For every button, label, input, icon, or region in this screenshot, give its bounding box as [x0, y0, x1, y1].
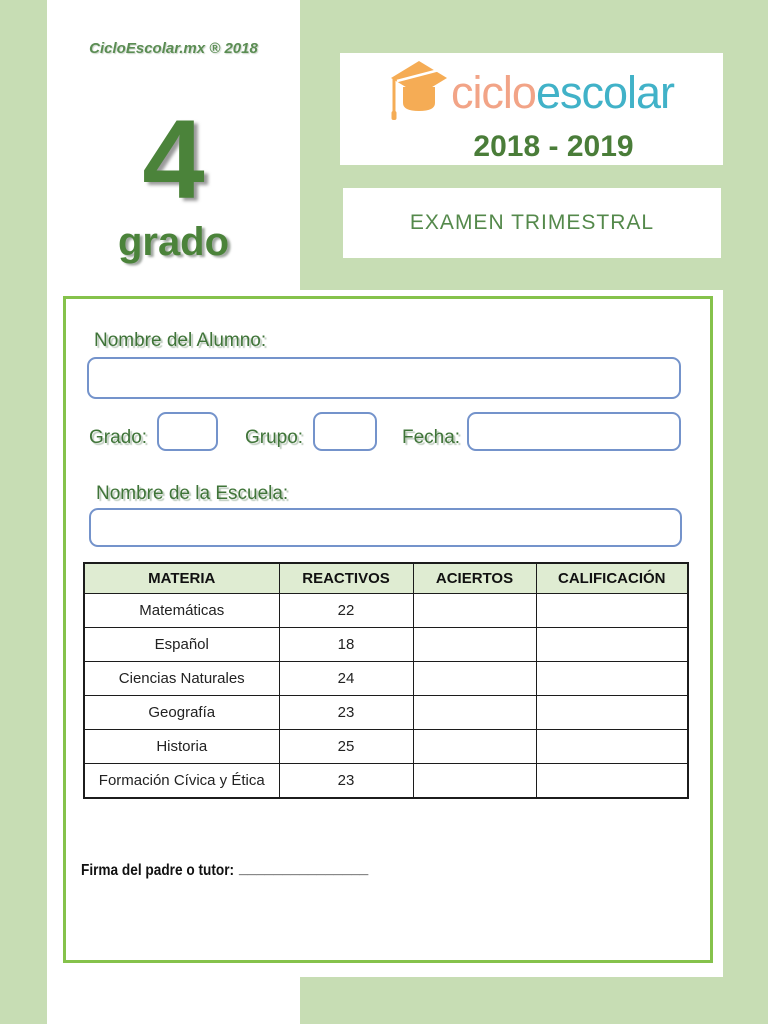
aciertos-cell[interactable] [413, 696, 536, 730]
aciertos-cell[interactable] [413, 730, 536, 764]
copyright-text: CicloEscolar.mx ® 2018 [89, 40, 258, 57]
subject-cell: Historia [84, 730, 279, 764]
table-row [84, 764, 688, 799]
logo-wordmark [450, 66, 675, 118]
header-calificacion: CALIFICACIÓN [536, 563, 688, 594]
logo-box [340, 53, 723, 165]
logo-school-years: 2018 - 2019 [473, 129, 634, 163]
school-name-input[interactable] [89, 508, 682, 547]
left-green-strip [0, 0, 47, 1024]
grupo-input[interactable] [313, 412, 377, 451]
calificacion-cell[interactable] [536, 662, 688, 696]
subject-cell: Geografía [84, 696, 279, 730]
calificacion-cell[interactable] [536, 764, 688, 799]
exam-title: EXAMEN TRIMESTRAL [409, 211, 655, 234]
calificacion-cell[interactable] [536, 628, 688, 662]
fecha-label: Fecha: [402, 427, 461, 448]
table-row [84, 662, 688, 696]
reactivos-cell: 18 [279, 628, 413, 662]
header-reactivos: REACTIVOS [279, 563, 413, 594]
subjects-table-header [84, 563, 688, 594]
aciertos-cell[interactable] [413, 764, 536, 799]
logo-word-ciclo: ciclo [450, 66, 536, 118]
school-name-label: Nombre de la Escuela: [96, 483, 289, 504]
reactivos-cell: 23 [279, 764, 413, 799]
student-name-input[interactable] [87, 357, 681, 399]
subject-cell: Ciencias Naturales [84, 662, 279, 696]
header-aciertos: ACIERTOS [413, 563, 536, 594]
grado-input[interactable] [157, 412, 218, 451]
logo-row [389, 57, 674, 128]
reactivos-cell: 24 [279, 662, 413, 696]
table-row [84, 628, 688, 662]
grado-label: Grado: [89, 427, 148, 448]
grupo-label: Grupo: [245, 427, 304, 448]
subject-table-body [84, 594, 688, 799]
table-row [84, 594, 688, 628]
signature-label: Firma del padre o tutor: [81, 862, 235, 879]
calificacion-cell[interactable] [536, 594, 688, 628]
grade-number: 4 [142, 97, 205, 222]
header-materia: MATERIA [84, 563, 279, 594]
fecha-input[interactable] [467, 412, 681, 451]
signature-line: _______________ [239, 860, 369, 877]
reactivos-cell: 23 [279, 696, 413, 730]
graduation-cap-icon [389, 57, 447, 128]
calificacion-cell[interactable] [536, 730, 688, 764]
subject-cell: Formación Cívica y Ética [84, 764, 279, 799]
table-row [84, 696, 688, 730]
grade-word: grado [117, 220, 230, 264]
table-row [84, 730, 688, 764]
aciertos-cell[interactable] [413, 628, 536, 662]
exam-banner [343, 188, 721, 258]
subject-cell: Matemáticas [84, 594, 279, 628]
subjects-table [83, 562, 689, 799]
reactivos-cell: 25 [279, 730, 413, 764]
grade-block [47, 97, 300, 264]
aciertos-cell[interactable] [413, 594, 536, 628]
calificacion-cell[interactable] [536, 696, 688, 730]
logo-word-escolar: escolar [535, 66, 675, 118]
reactivos-cell: 22 [279, 594, 413, 628]
subject-cell: Español [84, 628, 279, 662]
aciertos-cell[interactable] [413, 662, 536, 696]
student-name-label: Nombre del Alumno: [94, 330, 267, 351]
